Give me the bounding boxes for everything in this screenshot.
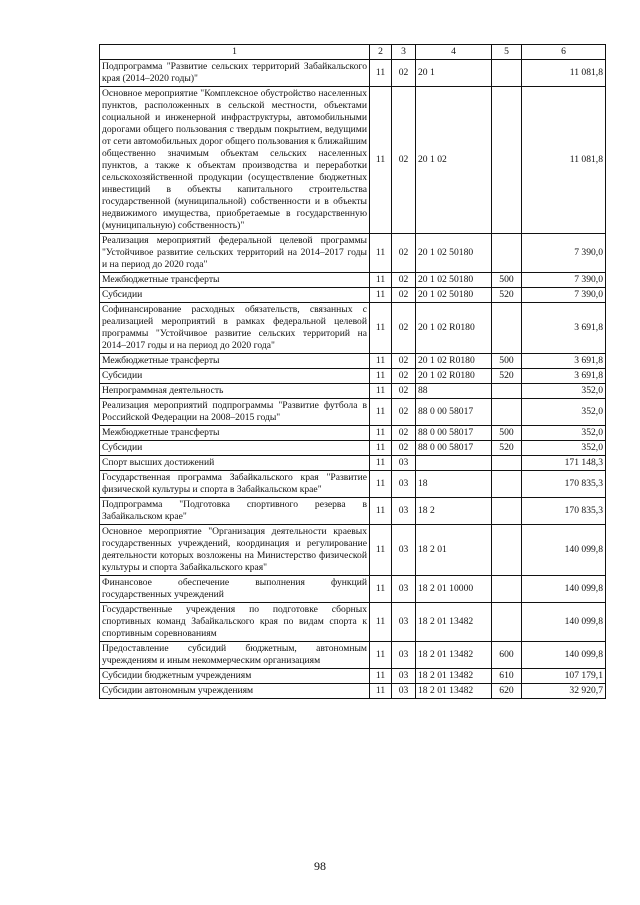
amount: 170 835,3 (522, 471, 606, 498)
item-name: Межбюджетные трансферты (100, 426, 370, 441)
section-code: 11 (370, 471, 392, 498)
header-col-4: 4 (416, 45, 492, 60)
section-code: 11 (370, 303, 392, 354)
item-name: Субсидии автономным учреждениям (100, 684, 370, 699)
amount: 11 081,8 (522, 60, 606, 87)
amount: 3 691,8 (522, 354, 606, 369)
table-row (100, 576, 606, 603)
subsection-code: 02 (392, 87, 416, 234)
section-code: 11 (370, 60, 392, 87)
target-article-code (416, 456, 492, 471)
section-code: 11 (370, 498, 392, 525)
table-row (100, 60, 606, 87)
section-code: 11 (370, 441, 392, 456)
table-header-row (100, 45, 606, 60)
amount: 352,0 (522, 384, 606, 399)
item-name: Основное мероприятие "Комплексное обустройство населенных пунктов, расположенных в сельской местности, объектами социальной и инженерной инфраструктуры, автомобильными дорогами общего пользования с твердым покрытием, ведущими от сети автомобильных дорог общего пользования к ближайшим общественно значимым объектам сельских населенных пунктов, а также к объектам производства и переработки сельскохозяйственной продукции (осуществление бюджетных инвестиций в объекты капитального строительства государственной (муниципальной) собственности и в объекты недвижимого имущества, приобретаемые в государственную (муниципальную) собственность)" (100, 87, 370, 234)
amount: 171 148,3 (522, 456, 606, 471)
subsection-code: 02 (392, 426, 416, 441)
section-code: 11 (370, 87, 392, 234)
target-article-code: 18 (416, 471, 492, 498)
subsection-code: 02 (392, 354, 416, 369)
item-name: Основное мероприятие "Организация деятельности краевых государственных учреждений, координация и регулирование деятельности которых возложены на Министерство физической культуры и спорта Забайкальского края" (100, 525, 370, 576)
expense-type-code (492, 498, 522, 525)
subsection-code: 03 (392, 498, 416, 525)
expense-type-code (492, 456, 522, 471)
table-row (100, 87, 606, 234)
section-code: 11 (370, 525, 392, 576)
amount: 140 099,8 (522, 525, 606, 576)
table-row (100, 303, 606, 354)
table-row (100, 669, 606, 684)
subsection-code: 03 (392, 456, 416, 471)
item-name: Межбюджетные трансферты (100, 354, 370, 369)
target-article-code: 18 2 01 13482 (416, 669, 492, 684)
expense-type-code: 610 (492, 669, 522, 684)
table-row (100, 354, 606, 369)
item-name: Подпрограмма "Развитие сельских территорий Забайкальского края (2014–2020 годы)" (100, 60, 370, 87)
target-article-code: 18 2 01 13482 (416, 684, 492, 699)
target-article-code: 20 1 02 R0180 (416, 303, 492, 354)
expense-type-code: 500 (492, 426, 522, 441)
subsection-code: 02 (392, 234, 416, 273)
item-name: Субсидии бюджетным учреждениям (100, 669, 370, 684)
subsection-code: 02 (392, 384, 416, 399)
expense-type-code: 520 (492, 441, 522, 456)
expense-type-code (492, 60, 522, 87)
table-row (100, 384, 606, 399)
section-code: 11 (370, 273, 392, 288)
table-row (100, 471, 606, 498)
budget-table (99, 44, 606, 699)
header-col-6: 6 (522, 45, 606, 60)
expense-type-code (492, 603, 522, 642)
table-row (100, 369, 606, 384)
table-row (100, 498, 606, 525)
amount: 7 390,0 (522, 273, 606, 288)
target-article-code: 18 2 01 (416, 525, 492, 576)
section-code: 11 (370, 684, 392, 699)
target-article-code: 20 1 02 R0180 (416, 354, 492, 369)
section-code: 11 (370, 576, 392, 603)
item-name: Предоставление субсидий бюджетным, автономным учреждениям и иным некоммерческим организациям (100, 642, 370, 669)
amount: 140 099,8 (522, 576, 606, 603)
item-name: Межбюджетные трансферты (100, 273, 370, 288)
expense-type-code (492, 384, 522, 399)
amount: 11 081,8 (522, 87, 606, 234)
amount: 170 835,3 (522, 498, 606, 525)
section-code: 11 (370, 426, 392, 441)
amount: 3 691,8 (522, 369, 606, 384)
table-body (100, 45, 606, 699)
item-name: Реализация мероприятий федеральной целевой программы "Устойчивое развитие сельских территорий на 2014–2017 годы и на период до 2020 года" (100, 234, 370, 273)
amount: 352,0 (522, 426, 606, 441)
subsection-code: 03 (392, 525, 416, 576)
target-article-code: 20 1 02 50180 (416, 234, 492, 273)
section-code: 11 (370, 669, 392, 684)
header-col-1: 1 (100, 45, 370, 60)
section-code: 11 (370, 399, 392, 426)
subsection-code: 03 (392, 603, 416, 642)
table-row (100, 399, 606, 426)
target-article-code: 20 1 02 (416, 87, 492, 234)
item-name: Субсидии (100, 441, 370, 456)
section-code: 11 (370, 288, 392, 303)
amount: 3 691,8 (522, 303, 606, 354)
table-row (100, 456, 606, 471)
target-article-code: 88 0 00 58017 (416, 399, 492, 426)
section-code: 11 (370, 354, 392, 369)
table-row (100, 603, 606, 642)
header-col-2: 2 (370, 45, 392, 60)
amount: 352,0 (522, 441, 606, 456)
table-row (100, 525, 606, 576)
expense-type-code: 600 (492, 642, 522, 669)
target-article-code: 20 1 02 R0180 (416, 369, 492, 384)
target-article-code: 20 1 02 50180 (416, 288, 492, 303)
header-col-3: 3 (392, 45, 416, 60)
section-code: 11 (370, 456, 392, 471)
expense-type-code: 500 (492, 354, 522, 369)
item-name: Субсидии (100, 369, 370, 384)
item-name: Государственные учреждения по подготовке сборных спортивных команд Забайкальского края по видам спорта к спортивным соревнованиям (100, 603, 370, 642)
header-col-5: 5 (492, 45, 522, 60)
target-article-code: 88 (416, 384, 492, 399)
target-article-code: 18 2 01 13482 (416, 603, 492, 642)
item-name: Субсидии (100, 288, 370, 303)
table-row (100, 288, 606, 303)
subsection-code: 02 (392, 288, 416, 303)
amount: 7 390,0 (522, 234, 606, 273)
expense-type-code: 620 (492, 684, 522, 699)
target-article-code: 88 0 00 58017 (416, 441, 492, 456)
table-row (100, 642, 606, 669)
subsection-code: 02 (392, 273, 416, 288)
target-article-code: 88 0 00 58017 (416, 426, 492, 441)
target-article-code: 20 1 02 50180 (416, 273, 492, 288)
expense-type-code (492, 525, 522, 576)
target-article-code: 20 1 (416, 60, 492, 87)
expense-type-code (492, 303, 522, 354)
section-code: 11 (370, 369, 392, 384)
section-code: 11 (370, 603, 392, 642)
expense-type-code (492, 234, 522, 273)
subsection-code: 02 (392, 303, 416, 354)
target-article-code: 18 2 01 10000 (416, 576, 492, 603)
page-number: 98 (314, 859, 326, 873)
subsection-code: 03 (392, 642, 416, 669)
item-name: Непрограммная деятельность (100, 384, 370, 399)
subsection-code: 03 (392, 576, 416, 603)
table-row (100, 684, 606, 699)
table-row (100, 234, 606, 273)
amount: 140 099,8 (522, 642, 606, 669)
item-name: Государственная программа Забайкальского края "Развитие физической культуры и спорта в Забайкальском крае" (100, 471, 370, 498)
amount: 352,0 (522, 399, 606, 426)
subsection-code: 02 (392, 399, 416, 426)
section-code: 11 (370, 234, 392, 273)
subsection-code: 03 (392, 471, 416, 498)
item-name: Финансовое обеспечение выполнения функций государственных учреждений (100, 576, 370, 603)
amount: 107 179,1 (522, 669, 606, 684)
section-code: 11 (370, 384, 392, 399)
table-row (100, 273, 606, 288)
subsection-code: 03 (392, 669, 416, 684)
table-row (100, 441, 606, 456)
section-code: 11 (370, 642, 392, 669)
amount: 7 390,0 (522, 288, 606, 303)
expense-type-code: 520 (492, 369, 522, 384)
item-name: Реализация мероприятий подпрограммы "Развитие футбола в Российской Федерации на 2008–2015 годы" (100, 399, 370, 426)
target-article-code: 18 2 01 13482 (416, 642, 492, 669)
item-name: Спорт высших достижений (100, 456, 370, 471)
amount: 32 920,7 (522, 684, 606, 699)
expense-type-code (492, 399, 522, 426)
subsection-code: 02 (392, 60, 416, 87)
expense-type-code (492, 576, 522, 603)
amount: 140 099,8 (522, 603, 606, 642)
expense-type-code: 520 (492, 288, 522, 303)
table-row (100, 426, 606, 441)
target-article-code: 18 2 (416, 498, 492, 525)
item-name: Подпрограмма "Подготовка спортивного резерва в Забайкальском крае" (100, 498, 370, 525)
item-name: Софинансирование расходных обязательств, связанных с реализацией мероприятий в рамках федеральной целевой программы "Устойчивое развитие сельских территорий на 2014–2017 годы и на период до 2020 года" (100, 303, 370, 354)
subsection-code: 02 (392, 441, 416, 456)
expense-type-code: 500 (492, 273, 522, 288)
expense-type-code (492, 87, 522, 234)
subsection-code: 02 (392, 369, 416, 384)
subsection-code: 03 (392, 684, 416, 699)
expense-type-code (492, 471, 522, 498)
